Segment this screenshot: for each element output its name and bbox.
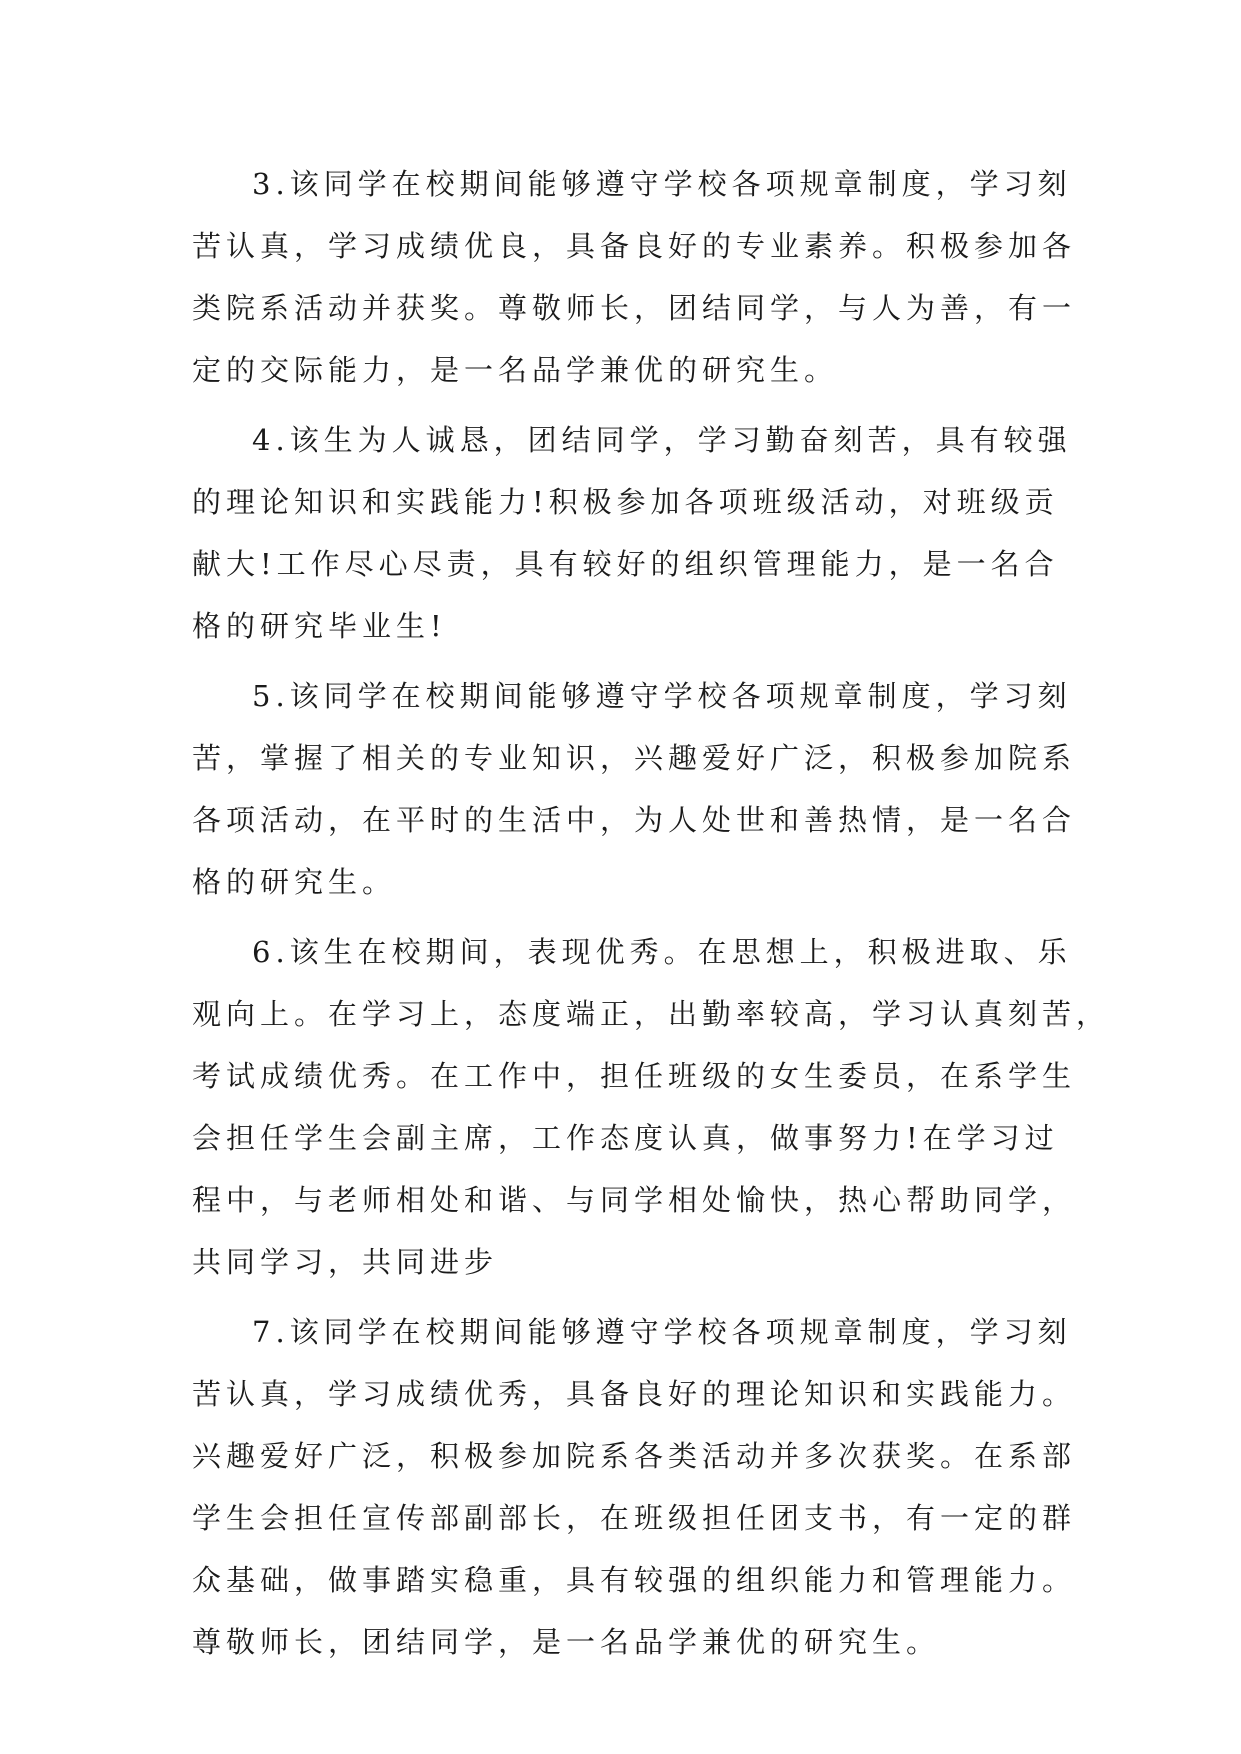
text-line: 3.该同学在校期间能够遵守学校各项规章制度，学习刻 xyxy=(252,167,1072,201)
paragraph-6 xyxy=(192,921,1111,1293)
paragraph-3 xyxy=(192,153,1077,401)
text-line: 的理论知识和实践能力!积极参加各项班级活动，对班级贡 xyxy=(192,485,1059,519)
text-line: 6.该生在校期间，表现优秀。在思想上，积极进取、乐 xyxy=(252,935,1072,969)
text-line: 苦，掌握了相关的专业知识，兴趣爱好广泛，积极参加院系 xyxy=(192,741,1077,775)
paragraph-5 xyxy=(192,665,1077,913)
paragraph-7 xyxy=(192,1301,1077,1673)
text-line: 4.该生为人诚恳，团结同学，学习勤奋刻苦，具有较强 xyxy=(252,423,1072,457)
text-line: 5.该同学在校期间能够遵守学校各项规章制度，学习刻 xyxy=(252,679,1072,713)
text-line: 苦认真，学习成绩优良，具备良好的专业素养。积极参加各 xyxy=(192,229,1077,263)
text-line: 学生会担任宣传部副部长，在班级担任团支书，有一定的群 xyxy=(192,1501,1077,1535)
text-line: 共同学习，共同进步 xyxy=(192,1245,499,1279)
text-line: 众基础，做事踏实稳重，具有较强的组织能力和管理能力。 xyxy=(192,1563,1077,1597)
text-line: 格的研究毕业生! xyxy=(192,609,447,643)
text-line: 献大!工作尽心尽责，具有较好的组织管理能力，是一名合 xyxy=(192,547,1059,581)
text-line: 格的研究生。 xyxy=(192,865,397,899)
text-line: 程中，与老师相处和谐、与同学相处愉快，热心帮助同学， xyxy=(192,1183,1077,1217)
text-line: 苦认真，学习成绩优秀，具备良好的理论知识和实践能力。 xyxy=(192,1377,1077,1411)
text-line: 兴趣爱好广泛，积极参加院系各类活动并多次获奖。在系部 xyxy=(192,1439,1077,1473)
text-line: 观向上。在学习上，态度端正，出勤率较高，学习认真刻苦， xyxy=(192,997,1111,1031)
document-body xyxy=(192,153,1111,1681)
text-line: 7.该同学在校期间能够遵守学校各项规章制度，学习刻 xyxy=(252,1315,1072,1349)
text-line: 定的交际能力，是一名品学兼优的研究生。 xyxy=(192,353,839,387)
text-line: 类院系活动并获奖。尊敬师长，团结同学，与人为善，有一 xyxy=(192,291,1077,325)
text-line: 各项活动，在平时的生活中，为人处世和善热情，是一名合 xyxy=(192,803,1077,837)
text-line: 会担任学生会副主席，工作态度认真，做事努力!在学习过 xyxy=(192,1121,1059,1155)
paragraph-4 xyxy=(192,409,1072,657)
text-line: 考试成绩优秀。在工作中，担任班级的女生委员，在系学生 xyxy=(192,1059,1077,1093)
text-line: 尊敬师长，团结同学，是一名品学兼优的研究生。 xyxy=(192,1625,941,1659)
